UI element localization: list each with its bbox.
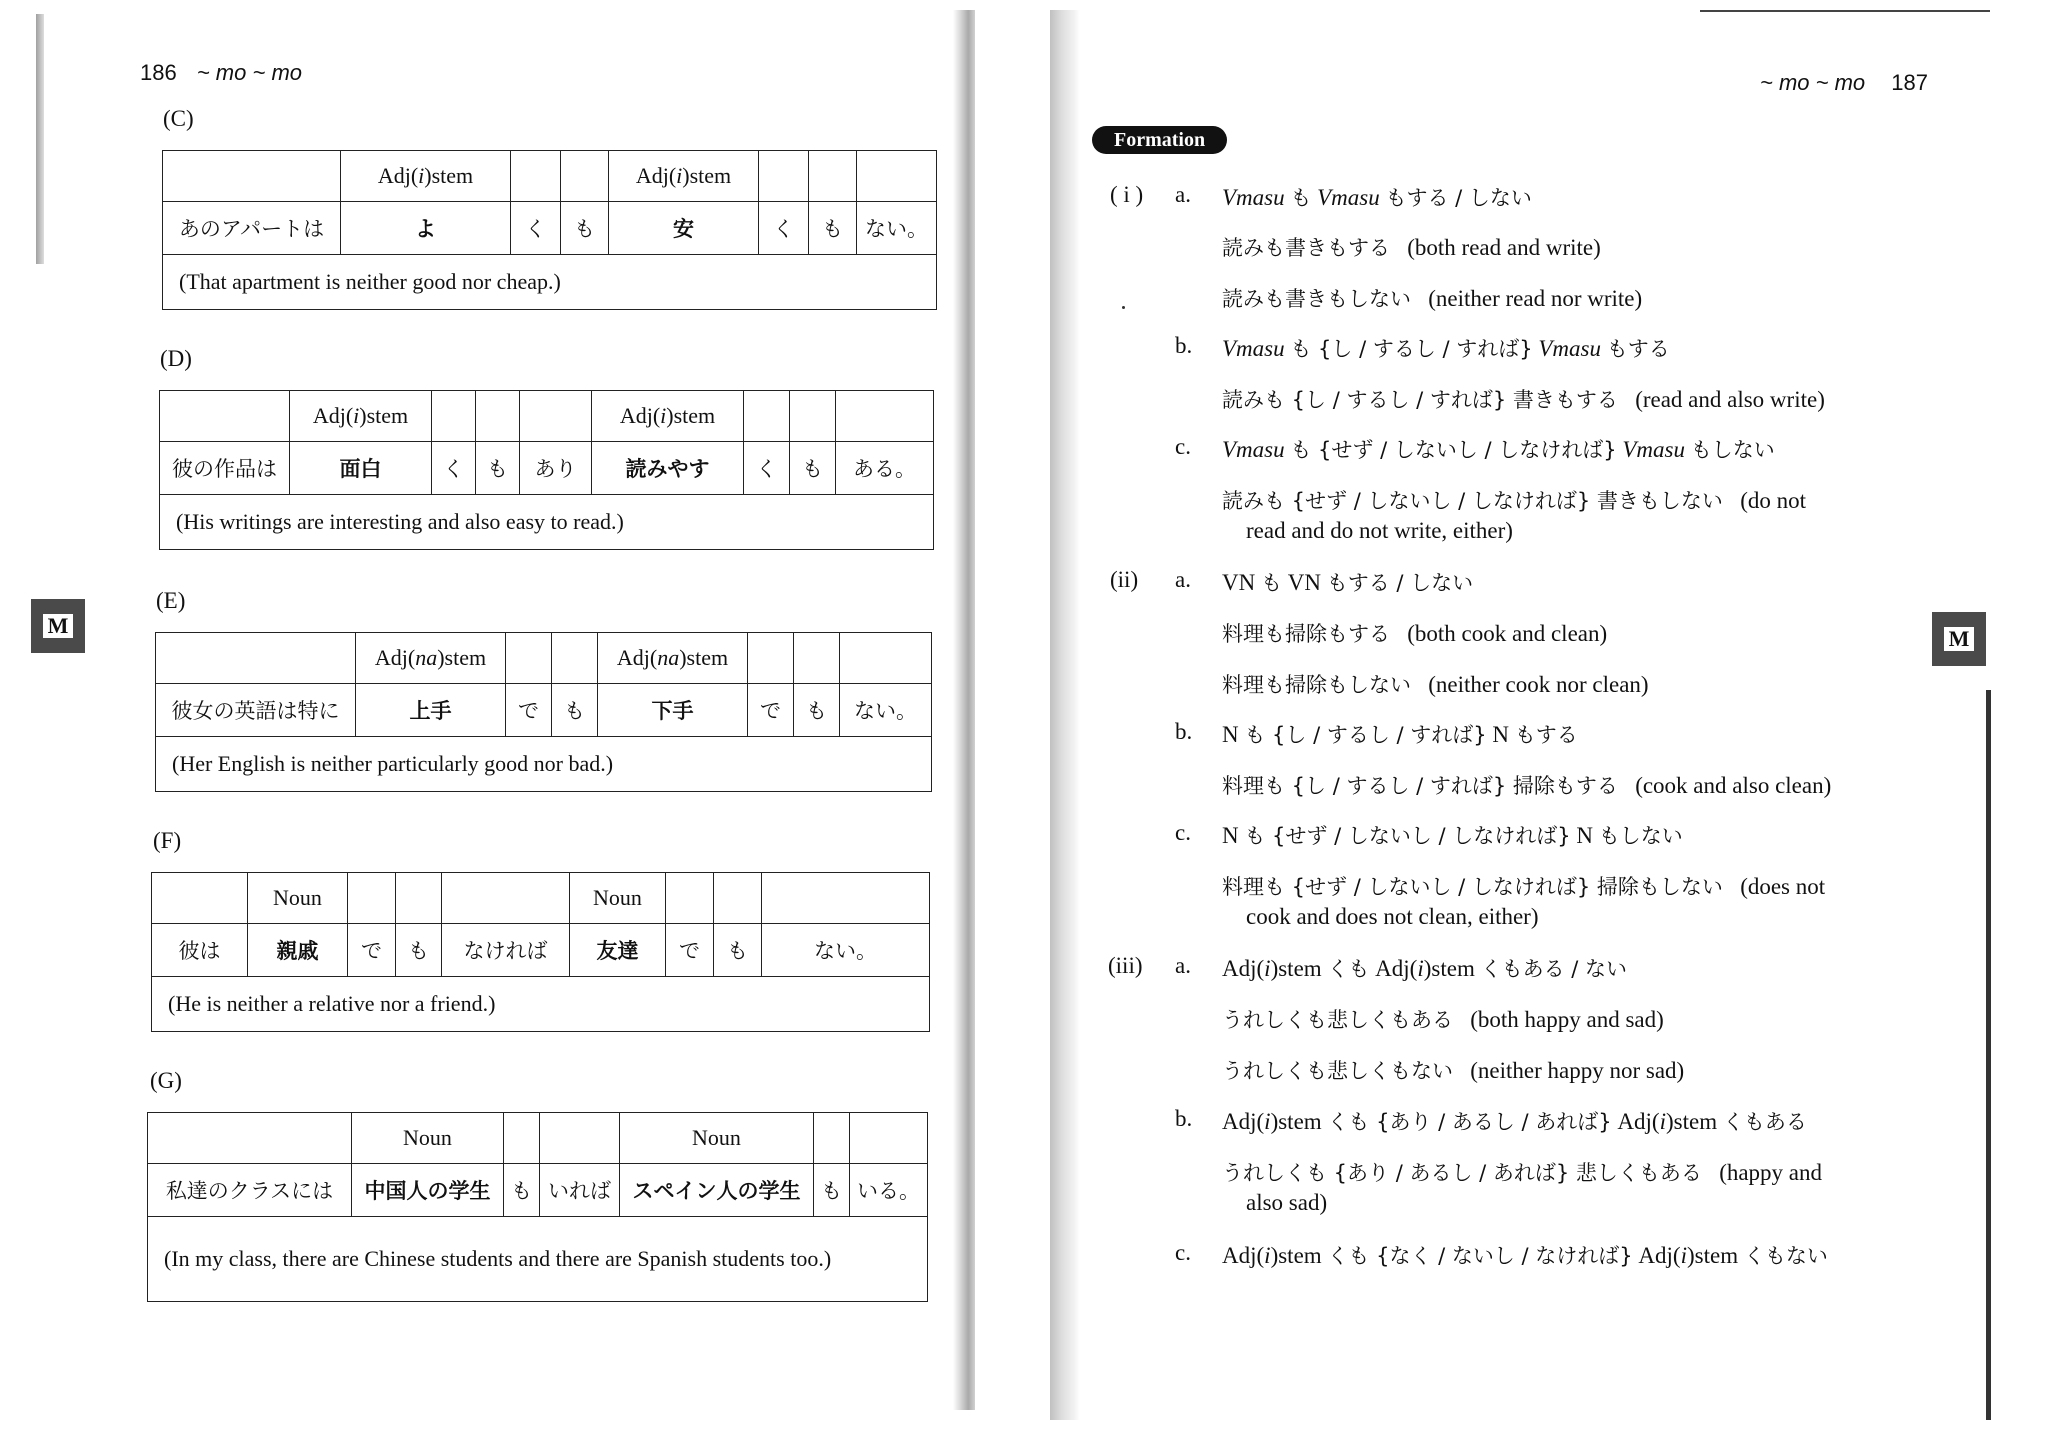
page-number: 186 [140, 60, 177, 85]
header-cell [814, 1113, 850, 1164]
jp-cell: 中国人の学生 [352, 1164, 504, 1217]
example-table-f [151, 872, 930, 1032]
item-letter: b. [1175, 333, 1193, 358]
jp-cell: 下手 [598, 684, 748, 737]
running-head: ~ mo ~ mo [1760, 70, 1866, 95]
header-cell [160, 391, 290, 442]
header-cell [790, 391, 836, 442]
jp-cell: 面白 [290, 442, 432, 495]
example-line [1222, 1055, 1684, 1085]
jp-cell: も [504, 1164, 540, 1217]
example-en: (do not [1740, 488, 1806, 513]
jp-cell: 安 [609, 202, 759, 255]
header-cell [504, 1113, 540, 1164]
example-label: (C) [163, 106, 194, 131]
jp-cell: も [809, 202, 857, 255]
scan-speck [1122, 306, 1125, 309]
jp-cell: も [790, 442, 836, 495]
item-letter: a. [1175, 182, 1191, 207]
jp-cell: も [814, 1164, 850, 1217]
header-cell [148, 1113, 352, 1164]
example-jp: 読みも {せず / しないし / しなければ} 書きもしない [1222, 489, 1723, 513]
jp-cell: ない。 [840, 684, 932, 737]
jp-cell: で [348, 924, 396, 977]
pattern-line: N も {し / するし / すれば} N もする [1222, 722, 1578, 747]
jp-cell: く [432, 442, 476, 495]
header-cell: Adj(i)stem [290, 391, 432, 442]
pattern-line: Adj(i)stem くも Adj(i)stem くもある / ない [1222, 956, 1628, 981]
jp-cell: あり [520, 442, 592, 495]
header-cell [540, 1113, 620, 1164]
jp-cell: あのアパートは [163, 202, 341, 255]
header-cell [152, 873, 248, 924]
jp-cell: も [794, 684, 840, 737]
example-jp: うれしくも悲しくもない [1222, 1059, 1453, 1083]
pattern-line: Vmasu も Vmasu もする / しない [1222, 185, 1532, 210]
example-line [1222, 384, 1825, 414]
jp-cell: ない。 [857, 202, 937, 255]
pattern-line: Adj(i)stem くも {なく / ないし / なければ} Adj(i)stem くもない [1222, 1243, 1828, 1268]
section-numeral: (ii) [1110, 567, 1139, 592]
section-tab-m [1932, 612, 1986, 666]
example-en: (both happy and sad) [1470, 1007, 1664, 1032]
jp-cell: 私達のクラスには [148, 1164, 352, 1217]
jp-cell: よ [341, 202, 511, 255]
pattern-line: Vmasu も {し / するし / すれば} Vmasu もする [1222, 336, 1670, 361]
example-line [1222, 485, 1806, 515]
jp-cell: ある。 [836, 442, 934, 495]
example-line [1222, 232, 1601, 262]
header-cell: Noun [620, 1113, 814, 1164]
jp-cell: いれば [540, 1164, 620, 1217]
pattern-line: N も {せず / しないし / しなければ} N もしない [1222, 823, 1683, 848]
jp-cell: 読みやす [592, 442, 744, 495]
tab-letter: M [43, 614, 74, 638]
header-cell [442, 873, 570, 924]
jp-cell: も [552, 684, 598, 737]
formation-badge: Formation [1092, 126, 1227, 154]
example-jp: 読みも書きもしない [1222, 287, 1411, 311]
running-head: ~ mo ~ mo [196, 60, 302, 85]
example-line [1222, 770, 1831, 800]
header-cell: Noun [570, 873, 666, 924]
jp-cell: 彼の作品は [160, 442, 290, 495]
example-jp: 読みも書きもする [1222, 236, 1390, 260]
example-jp: うれしくも {あり / あるし / あれば} 悲しくもある [1222, 1161, 1702, 1185]
header-cell [506, 633, 552, 684]
tab-letter: M [1944, 627, 1975, 651]
header-cell [748, 633, 794, 684]
example-line [1222, 1157, 1822, 1187]
example-jp: 料理も掃除もしない [1222, 673, 1411, 697]
example-en: (both cook and clean) [1407, 621, 1608, 646]
jp-cell: も [476, 442, 520, 495]
top-rule [1700, 10, 1990, 12]
left-page [0, 0, 1010, 1434]
jp-cell: スペイン人の学生 [620, 1164, 814, 1217]
header-cell [836, 391, 934, 442]
jp-cell: く [744, 442, 790, 495]
example-en: (happy and [1719, 1160, 1823, 1185]
example-label: (G) [150, 1068, 182, 1093]
header-cell [794, 633, 840, 684]
header-cell [163, 151, 341, 202]
section-tab-m [31, 599, 85, 653]
item-letter: b. [1175, 719, 1193, 744]
example-line [1222, 871, 1825, 901]
translation-cell: (His writings are interesting and also easy to read.) [160, 495, 934, 550]
example-jp: 料理も掃除もする [1222, 622, 1390, 646]
scan-edge-shadow [1986, 690, 1991, 1420]
header-cell: Adj(na)stem [598, 633, 748, 684]
jp-cell: ない。 [762, 924, 930, 977]
header-cell [348, 873, 396, 924]
header-cell: Adj(i)stem [341, 151, 511, 202]
gutter-shadow [953, 10, 975, 1410]
pattern-line: Vmasu も {せず / しないし / しなければ} Vmasu もしない [1222, 437, 1775, 462]
scan-edge-shadow [36, 14, 44, 264]
example-line [1222, 1004, 1664, 1034]
example-jp: 読みも {し / するし / すれば} 書きもする [1222, 388, 1618, 412]
header-cell [476, 391, 520, 442]
example-jp: 料理も {せず / しないし / しなければ} 掃除もしない [1222, 875, 1723, 899]
jp-cell: 彼は [152, 924, 248, 977]
jp-cell: いる。 [850, 1164, 928, 1217]
header-cell [666, 873, 714, 924]
header-cell [396, 873, 442, 924]
example-en: (does not [1740, 874, 1826, 899]
header-cell: Noun [352, 1113, 504, 1164]
header-cell [156, 633, 356, 684]
header-cell: Adj(i)stem [592, 391, 744, 442]
header-cell [511, 151, 561, 202]
header-cell: Adj(i)stem [609, 151, 759, 202]
item-letter: c. [1175, 1240, 1191, 1265]
header-cell [714, 873, 762, 924]
example-en: (read and also write) [1635, 387, 1825, 412]
example-en: (both read and write) [1407, 235, 1601, 260]
item-letter: b. [1175, 1106, 1193, 1131]
translation-cell: (He is neither a relative nor a friend.) [152, 977, 930, 1032]
header-cell [762, 873, 930, 924]
example-en: (neither read nor write) [1428, 286, 1643, 311]
jp-cell: で [506, 684, 552, 737]
jp-cell: で [666, 924, 714, 977]
jp-cell: 彼女の英語は特に [156, 684, 356, 737]
jp-cell: も [561, 202, 609, 255]
header-cell [520, 391, 592, 442]
header-cell [561, 151, 609, 202]
example-line-continued: read and do not write, either) [1246, 518, 1513, 543]
example-en: (neither cook nor clean) [1428, 672, 1649, 697]
running-header-right [1760, 70, 1928, 96]
section-numeral: (iii) [1108, 953, 1143, 978]
page-number: 187 [1891, 70, 1928, 95]
jp-cell: も [714, 924, 762, 977]
item-letter: c. [1175, 820, 1191, 845]
example-en: (neither happy nor sad) [1470, 1058, 1685, 1083]
item-letter: c. [1175, 434, 1191, 459]
example-table-g [147, 1112, 928, 1302]
running-header-left [140, 60, 302, 86]
translation-cell: (That apartment is neither good nor cheap.) [163, 255, 937, 310]
header-cell [759, 151, 809, 202]
section-numeral: ( i ) [1110, 182, 1144, 207]
item-letter: a. [1175, 953, 1191, 978]
example-jp: うれしくも悲しくもある [1222, 1008, 1453, 1032]
gutter-shadow [1050, 10, 1080, 1420]
jp-cell: 上手 [356, 684, 506, 737]
header-cell: Adj(na)stem [356, 633, 506, 684]
header-cell [840, 633, 932, 684]
pattern-line: Adj(i)stem くも {あり / あるし / あれば} Adj(i)stem くもある [1222, 1109, 1807, 1134]
example-label: (E) [156, 588, 186, 613]
example-label: (D) [160, 346, 192, 371]
jp-cell: 友達 [570, 924, 666, 977]
example-jp: 料理も {し / するし / すれば} 掃除もする [1222, 774, 1618, 798]
example-line-continued: cook and does not clean, either) [1246, 904, 1539, 929]
jp-cell: で [748, 684, 794, 737]
example-line [1222, 618, 1607, 648]
example-table-c [162, 150, 937, 310]
header-cell [857, 151, 937, 202]
example-label: (F) [153, 828, 182, 853]
example-line-continued: also sad) [1246, 1190, 1328, 1215]
header-cell [809, 151, 857, 202]
header-cell [552, 633, 598, 684]
header-cell [744, 391, 790, 442]
jp-cell: く [759, 202, 809, 255]
translation-cell: (In my class, there are Chinese students and there are Spanish students too.) [148, 1217, 928, 1302]
pattern-line: VN も VN もする / しない [1222, 570, 1474, 595]
jp-cell: 親戚 [248, 924, 348, 977]
example-line [1222, 283, 1642, 313]
example-en: (cook and also clean) [1635, 773, 1832, 798]
header-cell [850, 1113, 928, 1164]
jp-cell: なければ [442, 924, 570, 977]
jp-cell: く [511, 202, 561, 255]
header-cell [432, 391, 476, 442]
jp-cell: も [396, 924, 442, 977]
example-line [1222, 669, 1649, 699]
header-cell: Noun [248, 873, 348, 924]
item-letter: a. [1175, 567, 1191, 592]
example-table-e [155, 632, 932, 792]
translation-cell: (Her English is neither particularly good nor bad.) [156, 737, 932, 792]
example-table-d [159, 390, 934, 550]
